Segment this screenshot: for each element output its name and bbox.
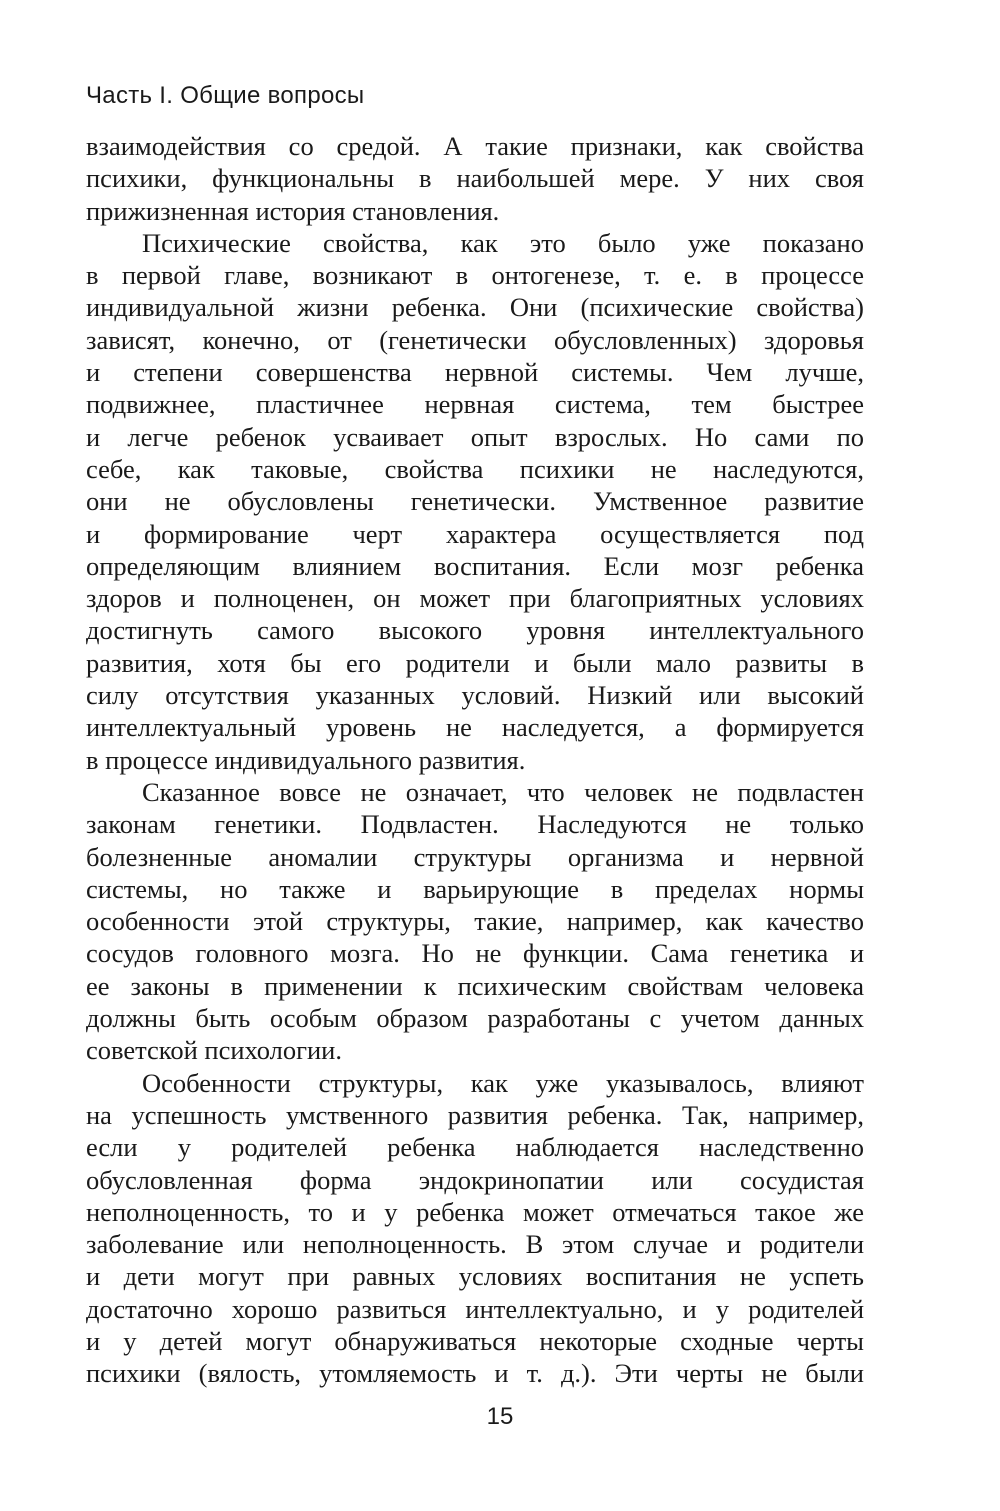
- text-line: и у детей могут обнаруживаться некоторые сходные черты: [86, 1325, 864, 1356]
- running-head: Часть I. Общие вопросы: [86, 82, 365, 109]
- text-line: себе, как таковые, свойства психики не наследуются,: [86, 453, 864, 484]
- text-line: зависят, конечно, от (генетически обусловленных) здоровья: [86, 324, 864, 355]
- text-line: силу отсутствия указанных условий. Низкий или высокий: [86, 680, 864, 711]
- text-line: и степени совершенства нервной системы. Чем лучше,: [86, 357, 864, 388]
- text-line: интеллектуальный уровень не наследуется, а формируется: [86, 712, 864, 743]
- text-line: психики, функциональны в наибольшей мере. У них своя: [86, 163, 864, 194]
- text-line: в процессе индивидуального развития.: [86, 744, 526, 775]
- text-line: индивидуальной жизни ребенка. Они (психические свойства): [86, 292, 864, 323]
- text-line: обусловленная форма эндокринопатии или сосудистая: [86, 1164, 864, 1195]
- body-text: [86, 130, 864, 1390]
- text-line: болезненные аномалии структуры организма и нервной: [86, 841, 864, 872]
- text-line: достаточно хорошо развиться интеллектуально, и у родителей: [86, 1293, 864, 1324]
- text-line: психики (вялость, утомляемость и т. д.). Эти черты не были: [86, 1358, 864, 1389]
- text-line: и формирование черт характера осуществляется под: [86, 518, 864, 549]
- text-line: Психические свойства, как это было уже показано: [142, 227, 864, 258]
- text-line: сосудов головного мозга. Но не функции. Сама генетика и: [86, 938, 864, 969]
- text-line: системы, но также и варьирующие в пределах нормы: [86, 873, 864, 904]
- text-line: Сказанное вовсе не означает, что человек не подвластен: [142, 776, 864, 807]
- text-line: прижизненная история становления.: [86, 195, 500, 226]
- paragraph-3: [86, 776, 864, 1067]
- text-line: Особенности структуры, как уже указывалось, влияют: [142, 1067, 864, 1098]
- text-line: ее законы в применении к психическим свойствам человека: [86, 970, 864, 1001]
- text-line: и легче ребенок усваивает опыт взрослых. Но сами по: [86, 421, 864, 452]
- text-line: должны быть особым образом разработаны с учетом данных: [86, 1003, 864, 1034]
- paragraph-2: [86, 227, 864, 776]
- text-line: неполноценность, то и у ребенка может отмечаться такое же: [86, 1196, 864, 1227]
- text-line: заболевание или неполноценность. В этом случае и родители: [86, 1229, 864, 1260]
- text-line: они не обусловлены генетически. Умственное развитие: [86, 486, 864, 517]
- text-line: законам генетики. Подвластен. Наследуются не только: [86, 809, 864, 840]
- text-line: взаимодействия со средой. А такие признаки, как свойства: [86, 131, 864, 161]
- text-line: развития, хотя бы его родители и были мало развиты в: [86, 647, 864, 678]
- text-line: достигнуть самого высокого уровня интеллектуального: [86, 615, 864, 646]
- text-line: и дети могут при равных условиях воспитания не успеть: [86, 1261, 864, 1292]
- text-line: в первой главе, возникают в онтогенезе, т. е. в процессе: [86, 260, 864, 291]
- text-line: если у родителей ребенка наблюдается наследственно: [86, 1132, 864, 1163]
- text-line: на успешность умственного развития ребенка. Так, например,: [86, 1099, 864, 1130]
- page-number: 15: [486, 1403, 514, 1430]
- text-line: определяющим влиянием воспитания. Если мозг ребенка: [86, 550, 864, 581]
- text-line: здоров и полноценен, он может при благоприятных условиях: [86, 583, 864, 614]
- paragraph-4: [86, 1067, 864, 1390]
- text-line: особенности этой структуры, такие, например, как качество: [86, 906, 864, 937]
- text-line: советской психологии.: [86, 1035, 342, 1066]
- text-line: подвижнее, пластичнее нервная система, тем быстрее: [86, 389, 864, 420]
- paragraph-1: [86, 130, 864, 227]
